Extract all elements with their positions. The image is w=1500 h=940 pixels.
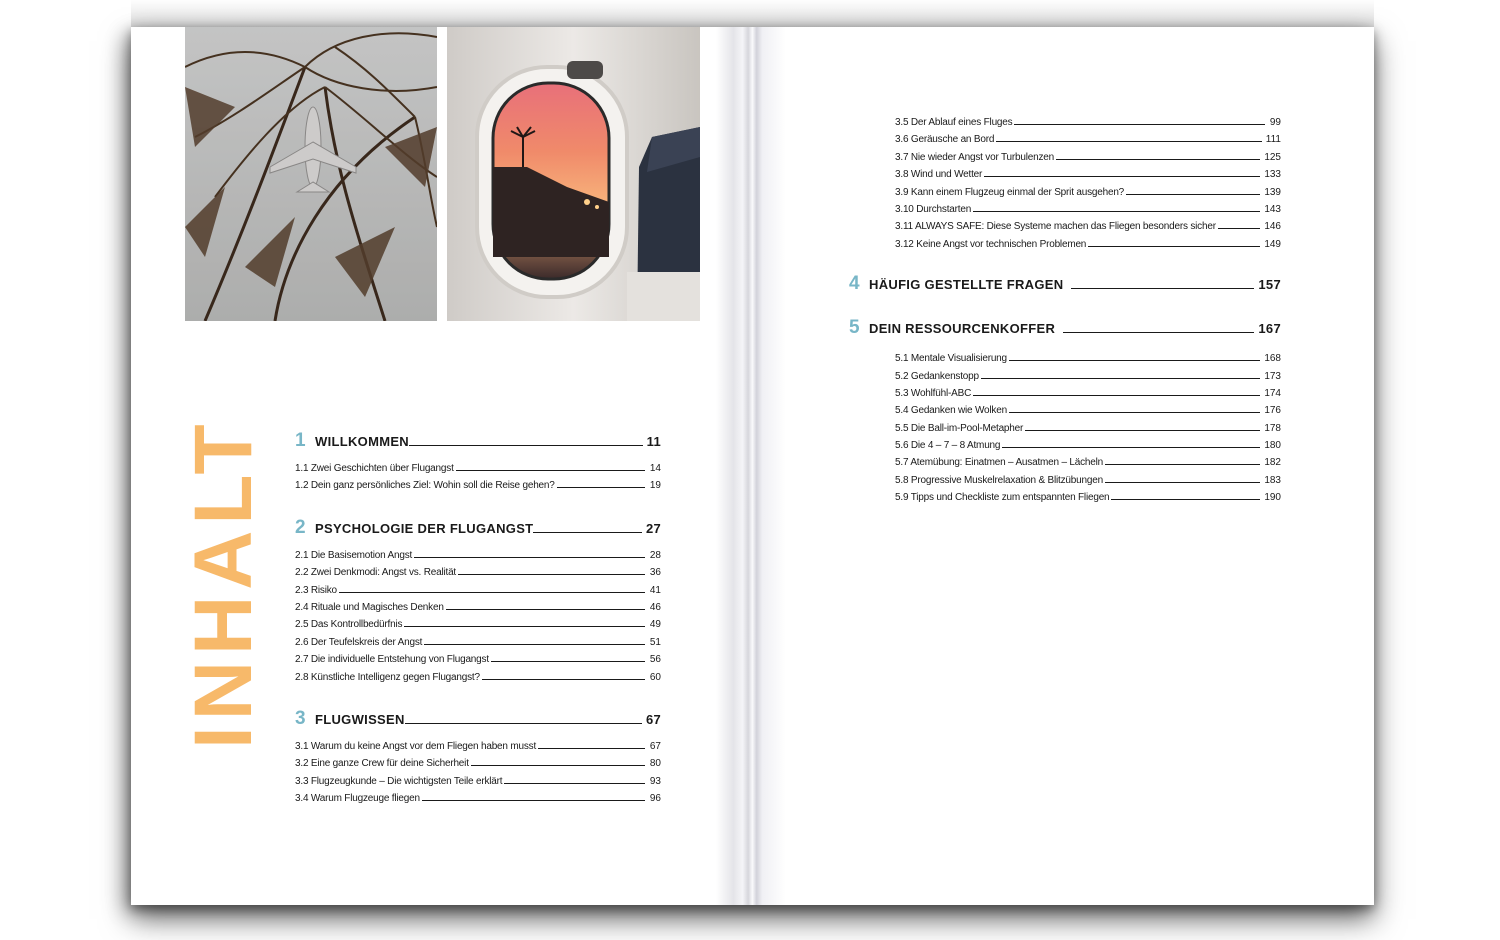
leader-line (1105, 482, 1260, 483)
entry-title: 3.11 ALWAYS SAFE: Diese Systeme machen das Fliegen besonders sicher (895, 221, 1216, 233)
leader-line (973, 395, 1260, 396)
entry-page: 178 (1264, 422, 1281, 434)
leader-line (533, 532, 642, 533)
leader-line (984, 176, 1260, 177)
chapter-title: PSYCHOLOGIE DER FLUGANGST (315, 520, 534, 536)
chapter-5-sections (849, 353, 1281, 510)
leader-line (1088, 246, 1260, 247)
entry-title: 2.6 Der Teufelskreis der Angst (295, 636, 423, 648)
entry-page: 67 (649, 740, 661, 752)
leader-line (557, 487, 645, 488)
book-spread (131, 27, 1374, 905)
entry-title: 3.10 Durchstarten (895, 203, 972, 215)
chapter-page: 167 (1258, 321, 1281, 337)
toc-chapter-5[interactable] (849, 317, 1281, 347)
toc-entry-2-2[interactable] (295, 567, 661, 584)
toc-entry-5-5[interactable] (895, 423, 1281, 440)
leader-line (404, 626, 645, 627)
right-page (739, 27, 1374, 905)
entry-page: 190 (1264, 492, 1281, 504)
leader-line (409, 445, 643, 446)
toc-left (295, 430, 661, 810)
entry-page: 19 (649, 480, 661, 492)
chapter-page: 157 (1258, 277, 1281, 293)
entry-page: 182 (1264, 457, 1281, 469)
entry-page: 146 (1264, 221, 1281, 233)
entry-title: 5.3 Wohlfühl-ABC (895, 387, 972, 399)
leader-line (504, 783, 645, 784)
toc-entry-3-8[interactable] (895, 169, 1281, 186)
toc-entry-3-6[interactable] (895, 134, 1281, 151)
entry-page: 125 (1264, 151, 1281, 163)
entry-page: 49 (649, 619, 661, 631)
entry-page: 51 (649, 636, 661, 648)
entry-page: 36 (649, 567, 661, 579)
toc-right (849, 117, 1281, 510)
leader-line (405, 723, 642, 724)
entry-title: 2.2 Zwei Denkmodi: Angst vs. Realität (295, 567, 457, 579)
toc-entry-5-9[interactable] (895, 492, 1281, 509)
toc-entry-2-4[interactable] (295, 602, 661, 619)
entry-page: 143 (1264, 203, 1281, 215)
entry-page: 139 (1264, 186, 1281, 198)
airplane-window-illustration (447, 27, 700, 321)
leader-line (456, 470, 645, 471)
entry-page: 46 (649, 601, 661, 613)
entry-title: 3.6 Geräusche an Bord (895, 134, 995, 146)
entry-page: 80 (649, 758, 661, 770)
entry-title: 3.3 Flugzeugkunde – Die wichtigsten Teile erklärt (295, 775, 503, 787)
entry-title: 2.1 Die Basisemotion Angst (295, 549, 413, 561)
chapter-number: 2 (295, 516, 306, 538)
entry-page: 60 (649, 671, 661, 683)
leader-line (996, 141, 1262, 142)
entry-title: 3.7 Nie wieder Angst vor Turbulenzen (895, 151, 1055, 163)
toc-entry-2-5[interactable] (295, 619, 661, 636)
toc-entry-3-1[interactable] (295, 741, 661, 758)
leader-line (1063, 332, 1254, 333)
toc-chapter-1[interactable] (295, 430, 661, 454)
leader-line (1105, 464, 1260, 465)
toc-entry-1-2[interactable] (295, 480, 661, 497)
entry-title: 5.4 Gedanken wie Wolken (895, 405, 1007, 417)
leader-line (1218, 228, 1260, 229)
entry-title: 3.12 Keine Angst vor technischen Problemen (895, 238, 1087, 250)
page-top-shadow (131, 0, 1374, 27)
airplane-window-sunset-photo (447, 27, 700, 321)
entry-title: 2.5 Das Kontrollbedürfnis (295, 619, 403, 631)
entry-page: 41 (649, 584, 661, 596)
leader-line (538, 748, 645, 749)
toc-entry-3-7[interactable] (895, 152, 1281, 169)
toc-entry-5-7[interactable] (895, 457, 1281, 474)
entry-title: 5.7 Atemübung: Einatmen – Ausatmen – Lächeln (895, 457, 1104, 469)
toc-entry-3-4[interactable] (295, 793, 661, 810)
leader-line (981, 378, 1260, 379)
toc-entry-3-10[interactable] (895, 204, 1281, 221)
chapter-page: 67 (645, 711, 661, 727)
entry-title: 2.8 Künstliche Intelligenz gegen Flugangst? (295, 671, 480, 683)
leader-line (1025, 430, 1260, 431)
leader-line (1071, 288, 1254, 289)
leader-line (422, 800, 645, 801)
toc-entry-5-8[interactable] (895, 475, 1281, 492)
entry-title: 5.2 Gedankenstopp (895, 370, 979, 382)
toc-entry-5-1[interactable] (895, 353, 1281, 370)
toc-entry-2-6[interactable] (295, 637, 661, 654)
entry-page: 133 (1264, 169, 1281, 181)
entry-title: 5.5 Die Ball-im-Pool-Metapher (895, 422, 1024, 434)
toc-entry-1-1[interactable] (295, 463, 661, 480)
entry-title: 5.8 Progressive Muskelrelaxation & Blitzübungen (895, 474, 1103, 486)
chapter-title: DEIN RESSOURCENKOFFER (869, 321, 1056, 337)
entry-page: 149 (1264, 238, 1281, 250)
entry-page: 176 (1264, 405, 1281, 417)
chapter-title: FLUGWISSEN (315, 711, 405, 727)
entry-page: 99 (1269, 117, 1281, 128)
entry-page: 173 (1264, 370, 1281, 382)
entry-page: 168 (1264, 353, 1281, 365)
leader-line (471, 765, 645, 766)
toc-entry-3-9[interactable] (895, 187, 1281, 204)
entry-title: 2.4 Rituale und Magisches Denken (295, 601, 444, 613)
entry-title: 5.6 Die 4 – 7 – 8 Atmung (895, 440, 1001, 452)
toc-chapter-4[interactable] (849, 273, 1281, 303)
toc-entry-5-6[interactable] (895, 440, 1281, 457)
entry-page: 111 (1265, 134, 1281, 146)
toc-chapter-2[interactable] (295, 517, 661, 541)
toc-entry-3-12[interactable] (895, 239, 1281, 256)
leader-line (1002, 447, 1260, 448)
leader-line (1111, 499, 1260, 500)
toc-chapter-3[interactable] (295, 708, 661, 732)
entry-page: 28 (649, 549, 661, 561)
leader-line (1009, 360, 1260, 361)
toc-entry-5-3[interactable] (895, 388, 1281, 405)
entry-page: 56 (649, 654, 661, 666)
toc-entry-2-8[interactable] (295, 672, 661, 689)
leader-line (1056, 159, 1260, 160)
chapter-page: 27 (645, 520, 661, 536)
inhalt-vertical-heading: INHALT (178, 418, 269, 749)
entry-title: 3.9 Kann einem Flugzeug einmal der Sprit ausgehen? (895, 186, 1125, 198)
leader-line (458, 574, 645, 575)
toc-entry-2-3[interactable] (295, 585, 661, 602)
toc-entry-2-1[interactable] (295, 550, 661, 567)
toc-entry-3-11[interactable] (895, 221, 1281, 238)
leader-line (1126, 194, 1260, 195)
leader-line (414, 557, 645, 558)
leader-line (339, 592, 645, 593)
chapter-page: 11 (646, 434, 661, 449)
entry-title: 5.1 Mentale Visualisierung (895, 353, 1007, 365)
entry-page: 96 (649, 793, 661, 805)
left-page (131, 27, 739, 905)
entry-title: 3.5 Der Ablauf eines Fluges (895, 117, 1013, 128)
toc-entry-5-4[interactable] (895, 405, 1281, 422)
entry-title: 5.9 Tipps und Checkliste zum entspannten Fliegen (895, 492, 1110, 504)
toc-entry-3-2[interactable] (295, 758, 661, 775)
leader-line (424, 644, 645, 645)
leader-line (491, 661, 645, 662)
entry-title: 2.3 Risiko (295, 584, 337, 596)
entry-title: 1.2 Dein ganz persönliches Ziel: Wohin soll die Reise gehen? (295, 480, 555, 492)
leader-line (482, 679, 645, 680)
chapter-number: 5 (849, 317, 860, 339)
entry-title: 1.1 Zwei Geschichten über Flugangst (295, 463, 454, 474)
entry-page: 14 (649, 463, 661, 474)
entry-title: 3.2 Eine ganze Crew für deine Sicherheit (295, 758, 469, 770)
chapter-title: HÄUFIG GESTELLTE FRAGEN (869, 277, 1064, 293)
chapter-number: 1 (295, 430, 306, 451)
entry-title: 3.8 Wind und Wetter (895, 169, 983, 181)
chapter-number: 4 (849, 273, 860, 295)
leader-line (1009, 412, 1260, 413)
entry-page: 174 (1264, 387, 1281, 399)
palm-trees-illustration (185, 27, 437, 321)
continued-sections (849, 117, 1281, 256)
leader-line (446, 609, 645, 610)
chapter-number: 3 (295, 707, 306, 729)
leader-line (973, 211, 1260, 212)
leader-line (1014, 124, 1265, 125)
toc-entry-3-3[interactable] (295, 776, 661, 793)
entry-title: 3.4 Warum Flugzeuge fliegen (295, 793, 420, 805)
toc-entry-5-2[interactable] (895, 371, 1281, 388)
book-gutter (716, 27, 786, 905)
entry-title: 2.7 Die individuelle Entstehung von Flugangst (295, 654, 489, 666)
chapter-title: WILLKOMMEN (315, 434, 409, 449)
entry-page: 180 (1264, 440, 1281, 452)
toc-entry-2-7[interactable] (295, 654, 661, 671)
entry-title: 3.1 Warum du keine Angst vor dem Fliegen haben musst (295, 740, 537, 752)
entry-page: 183 (1264, 474, 1281, 486)
palm-trees-airplane-photo (185, 27, 437, 321)
entry-page: 93 (649, 775, 661, 787)
toc-entry-3-5[interactable] (895, 117, 1281, 134)
